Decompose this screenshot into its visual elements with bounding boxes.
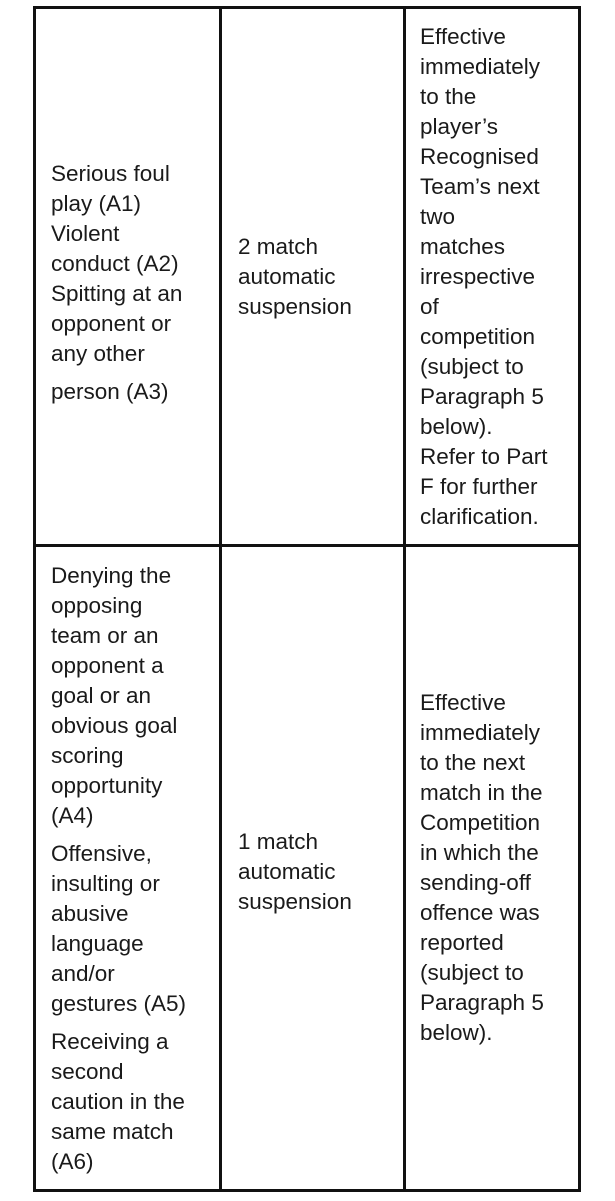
offence-cell: [36, 547, 222, 1189]
effect-text: Effective immediately to the next match in the Competition in which the sending-off offence was reported (subject to Paragraph 5 below).: [420, 690, 544, 1045]
offence-a1: Serious foul play (A1): [51, 160, 170, 216]
sanction-text: 2 match automatic suspension: [238, 233, 352, 319]
offence-cell: [36, 9, 222, 544]
table-row: [33, 544, 581, 1192]
suspension-table: [33, 0, 581, 1192]
effect-cell: [406, 9, 578, 544]
offence-a3-part2: person (A3): [51, 378, 169, 404]
sanction-text: 1 match automatic suspension: [238, 829, 352, 914]
offence-a6: Receiving a second caution in the same match (A6): [51, 1029, 185, 1174]
effect-cell: [406, 547, 578, 1189]
sanction-cell: [222, 9, 406, 544]
table-row: [33, 6, 581, 547]
offence-a2: Violent conduct (A2): [51, 220, 179, 276]
effect-text: Effective immediately to the player’s Recognised Team’s next two matches irrespective of competition (subject to Paragraph 5 below). Refer to Part F for further clarification.: [420, 23, 548, 529]
sanction-cell: [222, 547, 406, 1189]
offence-a3-part1: Spitting at an opponent or any other: [51, 280, 183, 366]
offence-a4: Denying the opposing team or an opponent a goal or an obvious goal scoring opportunity (A4): [51, 563, 178, 828]
offence-a5: Offensive, insulting or abusive language and/or gestures (A5): [51, 841, 187, 1016]
